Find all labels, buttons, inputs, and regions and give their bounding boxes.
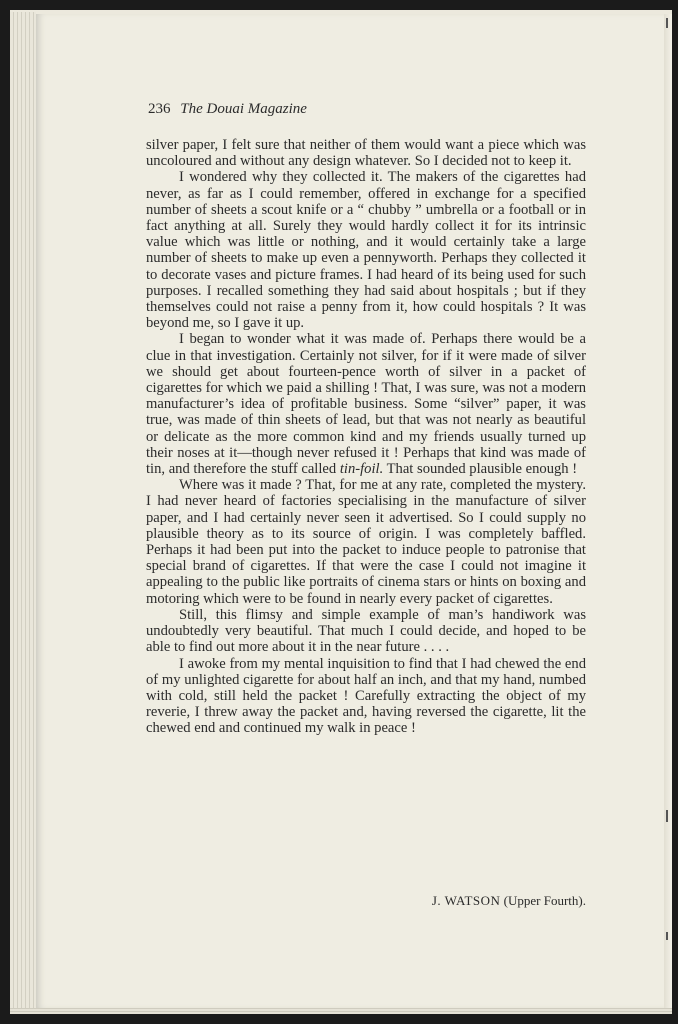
edge-mark [666, 18, 668, 28]
paragraph: silver paper, I felt sure that neither of them would want a piece which was uncoloured and without any design whatever. So I decided not to keep it. [146, 137, 586, 170]
edge-mark [666, 932, 668, 940]
paragraph: Still, this flimsy and simple example of man’s handiwork was undoubtedly very beautiful. That much I could decide, and hoped to be able to find out more about it in the near future . . . . [146, 606, 586, 656]
italic-term: tin-foil. [339, 461, 384, 478]
author-signature [300, 893, 586, 909]
author-name: J. WATSON [431, 893, 501, 908]
edge-mark [666, 810, 668, 822]
page-number: 236 [148, 101, 171, 117]
paragraph: Where was it made ? That, for me at any rate, completed the mystery. I had never heard of factories specialising in the manufacture of silver paper, and I had certainly never seen it advertised. So I could supply no plausible theory as to its source of origin. I was completely baffled. Perhaps it had been put into the packet to induce people to patronise that special brand of cigarettes. If that were the case I could not imagine it appealing to the public like portraits of cinema stars or hints on boxing and motoring which were to be found in nearly every packet of cigarettes. [146, 477, 586, 607]
book-right-edge [664, 14, 672, 1008]
running-head [148, 101, 307, 118]
magazine-title: The Douai Magazine [180, 101, 307, 117]
paragraph [146, 331, 586, 477]
paragraph: I awoke from my mental inquisition to find that I had chewed the end of my unlighted cigarette for about half an inch, and that my hand, numbed with cold, still held the packet ! Carefully extracting the object of my reverie, I threw away the packet and, having reversed the cigarette, lit the chewed end and continued my walk in peace ! [146, 655, 586, 737]
paragraph: I wondered why they collected it. The makers of the cigarettes had never, as far as I could remember, offered in exchange for a specified number of sheets a scout knife or a “ chubby ” umbrella or a football or in fact anything at all. Surely they would hardly collect it for its intrinsic value which was little or nothing, and it would certainly take a large number of sheets to make up even a pennyworth. Perhaps they collected it to decorate vases and picture frames. I had heard of its being used for such purposes. I recalled something they had said about hospitals ; but if they themselves could not raise a penny from it, how could hospitals ? It was beyond me, so I gave it up. [146, 169, 586, 332]
book-bottom-edge [10, 1008, 672, 1014]
article-body [146, 137, 586, 737]
paragraph-text: That sounded plausible enough ! [383, 461, 578, 478]
author-form: (Upper Fourth). [503, 893, 586, 908]
paragraph-text: I began to wonder what it was made of. Perhaps there would be a clue in that investigation. Certainly not silver, for if it were made of silver we should get about fourteen-pence worth of silver in a packet of cigarettes for which we paid a shilling ! That, I was sure, was not a modern manufacturer’s idea of profitable business. Some “silver” paper, it was true, was made of thin sheets of lead, but that was not nearly as beautiful or delicate as the more common kind and my friends usually turned up their noses at it—though never refused it ! Perhaps that kind was made of tin, and therefore the stuff called [146, 331, 586, 478]
book-page-edges [10, 12, 36, 1012]
